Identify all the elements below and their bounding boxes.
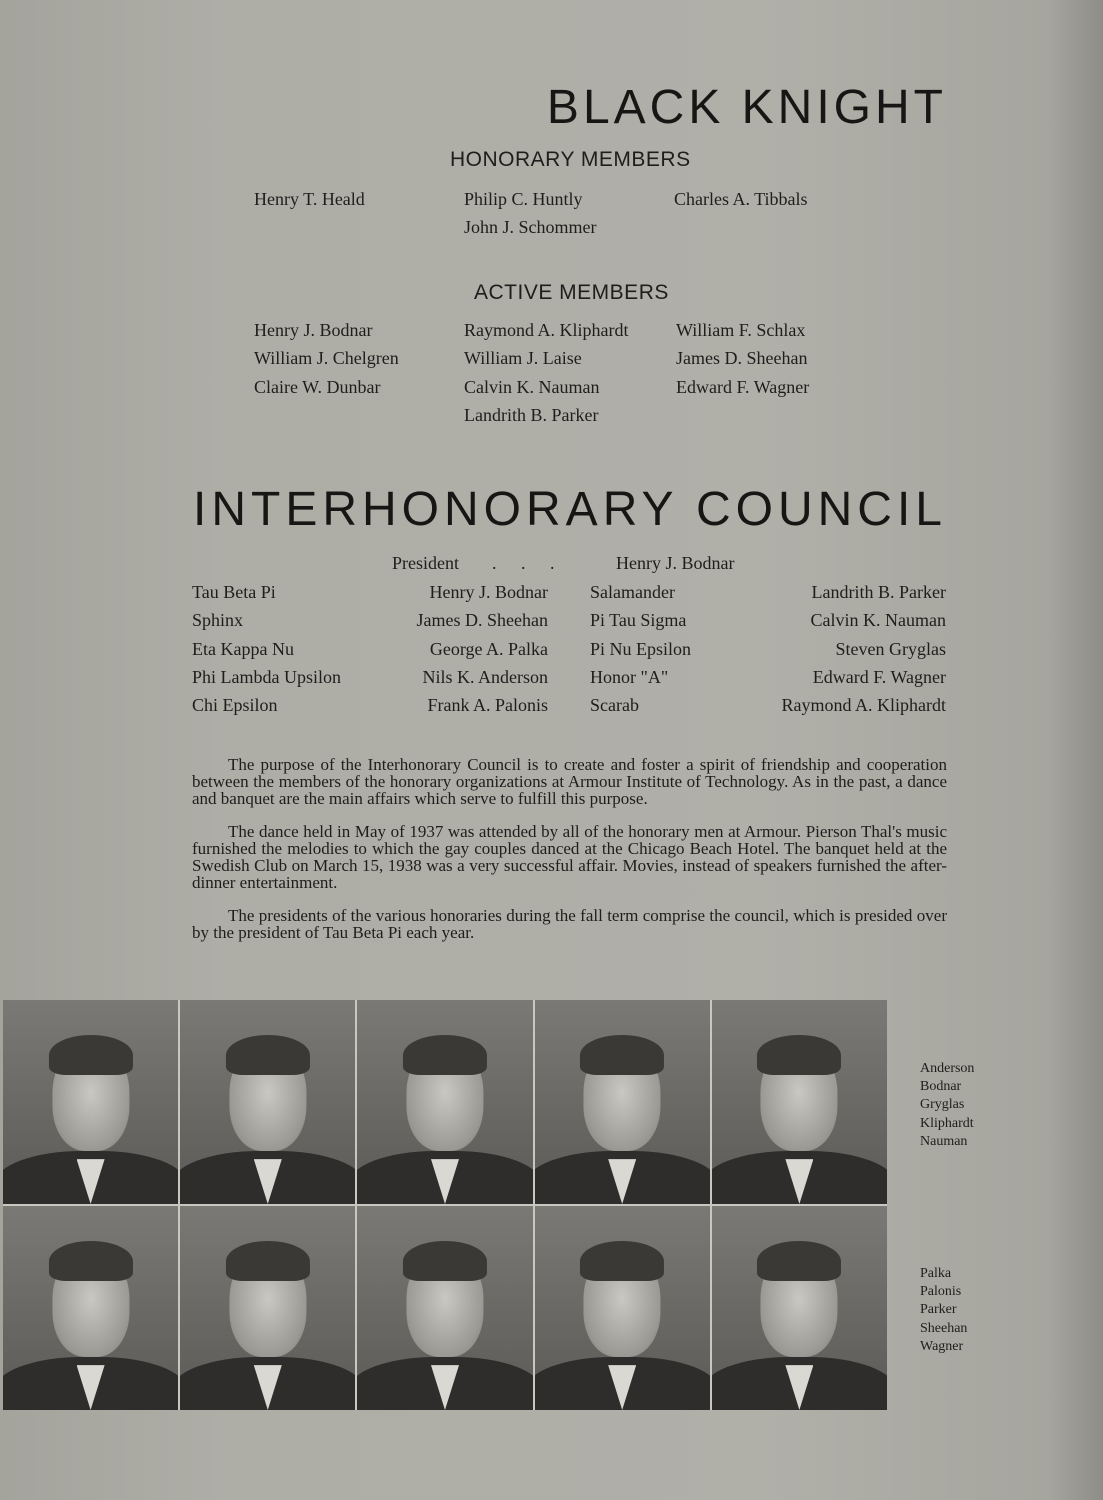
organization-name: Pi Nu Epsilon xyxy=(590,638,692,659)
president-name: Calvin K. Nauman xyxy=(810,610,946,631)
council-row xyxy=(590,610,946,638)
president-name: Henry J. Bodnar xyxy=(429,582,548,602)
organization-name: Scarab xyxy=(590,695,639,716)
active-member: James D. Sheehan xyxy=(676,348,808,368)
council-row xyxy=(192,582,548,610)
active-member: William J. Laise xyxy=(464,348,582,368)
interhonorary-council-title: INTERHONORARY COUNCIL xyxy=(193,483,947,536)
caption-name: Sheehan xyxy=(920,1320,968,1336)
president-label: President xyxy=(392,553,459,573)
caption-name: Bodnar xyxy=(920,1079,962,1095)
organization-name: Salamander xyxy=(590,582,675,602)
black-knight-title: BLACK KNIGHT xyxy=(546,81,947,134)
president-row xyxy=(392,553,752,581)
organization-name: Eta Kappa Nu xyxy=(192,638,294,659)
active-member: William F. Schlax xyxy=(676,320,806,340)
council-row xyxy=(192,610,548,638)
portrait-photo xyxy=(180,1206,355,1410)
active-members-heading: ACTIVE MEMBERS xyxy=(474,281,669,304)
caption-name: Palonis xyxy=(920,1284,962,1300)
organization-name: Chi Epsilon xyxy=(192,695,278,716)
honorary-member: Henry T. Heald xyxy=(254,189,365,209)
honorary-member: Charles A. Tibbals xyxy=(674,189,808,209)
president-name: Nils K. Anderson xyxy=(422,666,548,687)
council-row xyxy=(590,695,946,723)
organization-name: Tau Beta Pi xyxy=(192,582,276,602)
organization-name: Honor "A" xyxy=(590,666,669,687)
president-name: Landrith B. Parker xyxy=(811,582,946,602)
active-member: Landrith B. Parker xyxy=(464,405,599,425)
paragraph: The purpose of the Interhonorary Council is to create and foster a spirit of friendship and cooperation between the members of the honorary organizations at Armour Institute of Technology. As in the past, a dance and banquet are the main affairs which serve to fulfill this purpose. xyxy=(192,755,947,808)
president-name: Raymond A. Kliphardt xyxy=(781,695,946,716)
caption-name: Gryglas xyxy=(920,1097,965,1113)
portrait-photo xyxy=(712,1000,887,1204)
leader-dots: . . . xyxy=(492,553,565,573)
caption-row2 xyxy=(920,1265,967,1356)
portrait-photo xyxy=(535,1000,710,1204)
council-row xyxy=(590,582,946,610)
active-member: Calvin K. Nauman xyxy=(464,377,600,397)
active-member: Raymond A. Kliphardt xyxy=(464,320,629,340)
council-description xyxy=(192,756,947,957)
caption-name: Palka xyxy=(920,1266,952,1281)
organization-name: Sphinx xyxy=(192,610,244,631)
portrait-photo xyxy=(3,1000,178,1204)
portrait-photo xyxy=(180,1000,355,1204)
active-member: Claire W. Dunbar xyxy=(254,377,381,397)
caption-name: Nauman xyxy=(920,1133,968,1149)
caption-name: Anderson xyxy=(920,1061,975,1076)
president-name: Frank A. Palonis xyxy=(427,695,548,716)
caption-name: Kliphardt xyxy=(920,1115,974,1131)
portrait-photo xyxy=(357,1000,532,1204)
council-row xyxy=(192,639,548,667)
portrait-photo xyxy=(3,1206,178,1410)
president-name: Steven Gryglas xyxy=(835,638,946,659)
caption-row1 xyxy=(920,1060,974,1151)
honorary-members-heading: HONORARY MEMBERS xyxy=(450,148,691,171)
president-name: George A. Palka xyxy=(429,638,548,659)
president-name: Edward F. Wagner xyxy=(812,666,946,687)
member-portraits xyxy=(3,1000,887,1410)
portrait-photo xyxy=(535,1206,710,1410)
caption-name: Wagner xyxy=(920,1338,964,1354)
council-row xyxy=(192,695,548,723)
active-member: William J. Chelgren xyxy=(254,348,399,368)
president-name: James D. Sheehan xyxy=(416,610,548,631)
president-name: Henry J. Bodnar xyxy=(616,553,735,573)
council-row xyxy=(192,667,548,695)
caption-name: Parker xyxy=(920,1302,957,1318)
honorary-member: John J. Schommer xyxy=(464,217,597,237)
paragraph: The dance held in May of 1937 was attended by all of the honorary men at Armour. Pierson Thal's music furnished the melodies to which the gay couples danced at the Chicago Beach Hotel. The banquet held at the Swedish Club on March 15, 1938 was a very successful affair. Movies, instead of speakers furnished the after-dinner entertainment. xyxy=(192,822,947,892)
council-row xyxy=(590,639,946,667)
portrait-photo xyxy=(357,1206,532,1410)
portrait-photo xyxy=(712,1206,887,1410)
organization-name: Pi Tau Sigma xyxy=(590,610,687,631)
organization-name: Phi Lambda Upsilon xyxy=(192,666,341,687)
paragraph: The presidents of the various honoraries during the fall term comprise the council, which is presided over by the president of Tau Beta Pi each year. xyxy=(192,906,947,942)
active-member: Edward F. Wagner xyxy=(676,377,810,397)
council-row xyxy=(590,667,946,695)
honorary-member: Philip C. Huntly xyxy=(464,189,583,209)
active-member: Henry J. Bodnar xyxy=(254,320,373,340)
